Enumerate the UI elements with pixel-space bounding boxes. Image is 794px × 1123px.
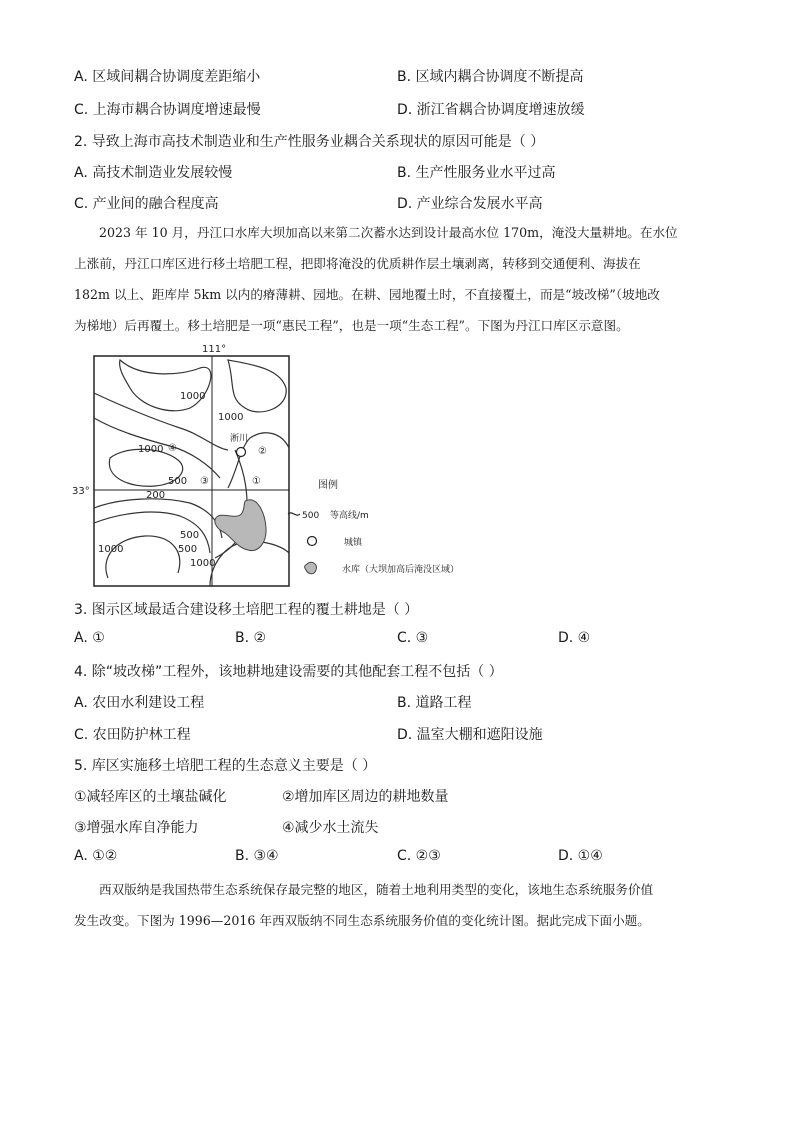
reservoir-area bbox=[215, 500, 266, 551]
q3-option-d: D. ④ bbox=[558, 630, 591, 646]
lat-label: 33° bbox=[72, 486, 90, 497]
legend-title: 图例 bbox=[318, 480, 338, 491]
contour-1000-d bbox=[106, 536, 180, 578]
legend-contour-text: 等高线/m bbox=[330, 511, 369, 521]
contour-label-8: 500 bbox=[178, 544, 198, 555]
q3-option-b: B. ② bbox=[235, 630, 267, 646]
q1-option-a: A. 区域间耦合协调度差距缩小 bbox=[74, 69, 261, 85]
contour-ridge-a bbox=[94, 393, 228, 450]
q5-statement-3: ③增强水库自净能力 bbox=[74, 820, 199, 836]
q2-stem: 2. 导致上海市高技术制造业和生产性服务业耦合关系现状的原因可能是（ ） bbox=[74, 134, 545, 150]
legend-town-text: 城镇 bbox=[344, 538, 363, 548]
contour-label-3: 1000 bbox=[138, 444, 164, 455]
legend-contour-icon bbox=[288, 513, 300, 515]
contour-1000-b bbox=[228, 360, 286, 412]
contour-label-6: 500 bbox=[180, 530, 200, 541]
lon-label: 111° bbox=[202, 344, 227, 355]
passage2-line1: 西双版纳是我国热带生态系统保存最完整的地区，随着土地利用类型的变化，该地生态系统服务价值 bbox=[99, 882, 654, 897]
contour-1000-a bbox=[120, 360, 211, 411]
q5-stem: 5. 库区实施移土培肥工程的生态意义主要是（ ） bbox=[74, 758, 377, 774]
danjiangkou-map bbox=[60, 338, 490, 593]
passage1-line2: 上涨前，丹江口库区进行移土培肥工程，把即将淹没的优质耕作层土壤剥离，转移到交通便利、海拔在 bbox=[74, 256, 641, 271]
q2-option-b: B. 生产性服务业水平过高 bbox=[397, 165, 556, 181]
map-legend bbox=[288, 478, 459, 575]
q1-option-d: D. 浙江省耦合协调度增速放缓 bbox=[397, 102, 585, 118]
marker-1: ① bbox=[252, 476, 261, 487]
marker-4: ④ bbox=[168, 443, 177, 454]
q5-option-d: D. ①④ bbox=[558, 848, 603, 864]
q5-option-c: C. ②③ bbox=[397, 848, 441, 864]
q5-option-a: A. ①② bbox=[74, 848, 118, 864]
q1-option-b: B. 区域内耦合协调度不断提高 bbox=[397, 69, 584, 85]
marker-2: ② bbox=[258, 446, 267, 457]
passage2-line2: 发生改变。下图为 1996—2016 年西双版纳不同生态系统服务价值的变化统计图。据此完成下面小题。 bbox=[74, 913, 650, 928]
q4-stem: 4. 除“坡改梯”工程外，该地耕地建设需要的其他配套工程不包括（ ） bbox=[74, 664, 503, 680]
q1-option-c: C. 上海市耦合协调度增速最慢 bbox=[74, 102, 261, 118]
q3-option-a: A. ① bbox=[74, 630, 105, 646]
marker-3: ③ bbox=[200, 476, 209, 487]
q5-statement-4: ④减少水土流失 bbox=[282, 820, 379, 836]
q4-option-b: B. 道路工程 bbox=[397, 695, 472, 711]
town-label: 淅川 bbox=[230, 434, 249, 444]
passage1-line3: 182m 以上、距库岸 5km 以内的瘠薄耕、园地。在耕、园地覆土时，不直接覆土，而是“坡改梯”（坡地改 bbox=[74, 287, 660, 302]
q4-option-a: A. 农田水利建设工程 bbox=[74, 695, 205, 711]
passage1-line1: 2023 年 10 月，丹江口水库大坝加高以来第二次蓄水达到设计最高水位 170m，淹没大量耕地。在水位 bbox=[99, 225, 678, 240]
town-xichuan bbox=[237, 448, 246, 457]
q3-option-c: C. ③ bbox=[397, 630, 429, 646]
q3-stem: 3. 图示区域最适合建设移土培肥工程的覆土耕地是（ ） bbox=[74, 602, 419, 618]
q4-option-d: D. 温室大棚和遮阳设施 bbox=[397, 727, 543, 743]
legend-town-icon bbox=[308, 537, 317, 546]
contour-label-2: 1000 bbox=[218, 412, 244, 423]
passage1-line4: 为梯地）后再覆土。移土培肥是一项“惠民工程”，也是一项“生态工程”。下图为丹江口库区示意图。 bbox=[74, 318, 629, 333]
legend-reservoir-text: 水库（大坝加高后淹没区域） bbox=[342, 565, 460, 575]
q5-option-b: B. ③④ bbox=[235, 848, 279, 864]
q2-option-c: C. 产业间的融合程度高 bbox=[74, 196, 219, 212]
contour-label-9: 1000 bbox=[190, 558, 216, 569]
contour-label-4: 500 bbox=[168, 476, 188, 487]
legend-contour-value: 500 bbox=[302, 511, 320, 521]
contour-label-7: 1000 bbox=[98, 544, 124, 555]
q5-statement-2: ②增加库区周边的耕地数量 bbox=[282, 789, 449, 805]
contour-label-1: 1000 bbox=[180, 391, 206, 402]
q5-statement-1: ①减轻库区的土壤盐碱化 bbox=[74, 789, 227, 805]
q2-option-d: D. 产业综合发展水平高 bbox=[397, 196, 543, 212]
legend-reservoir-icon bbox=[305, 562, 317, 573]
q2-option-a: A. 高技术制造业发展较慢 bbox=[74, 165, 233, 181]
q4-option-c: C. 农田防护林工程 bbox=[74, 727, 191, 743]
contour-label-5: 200 bbox=[146, 490, 166, 501]
